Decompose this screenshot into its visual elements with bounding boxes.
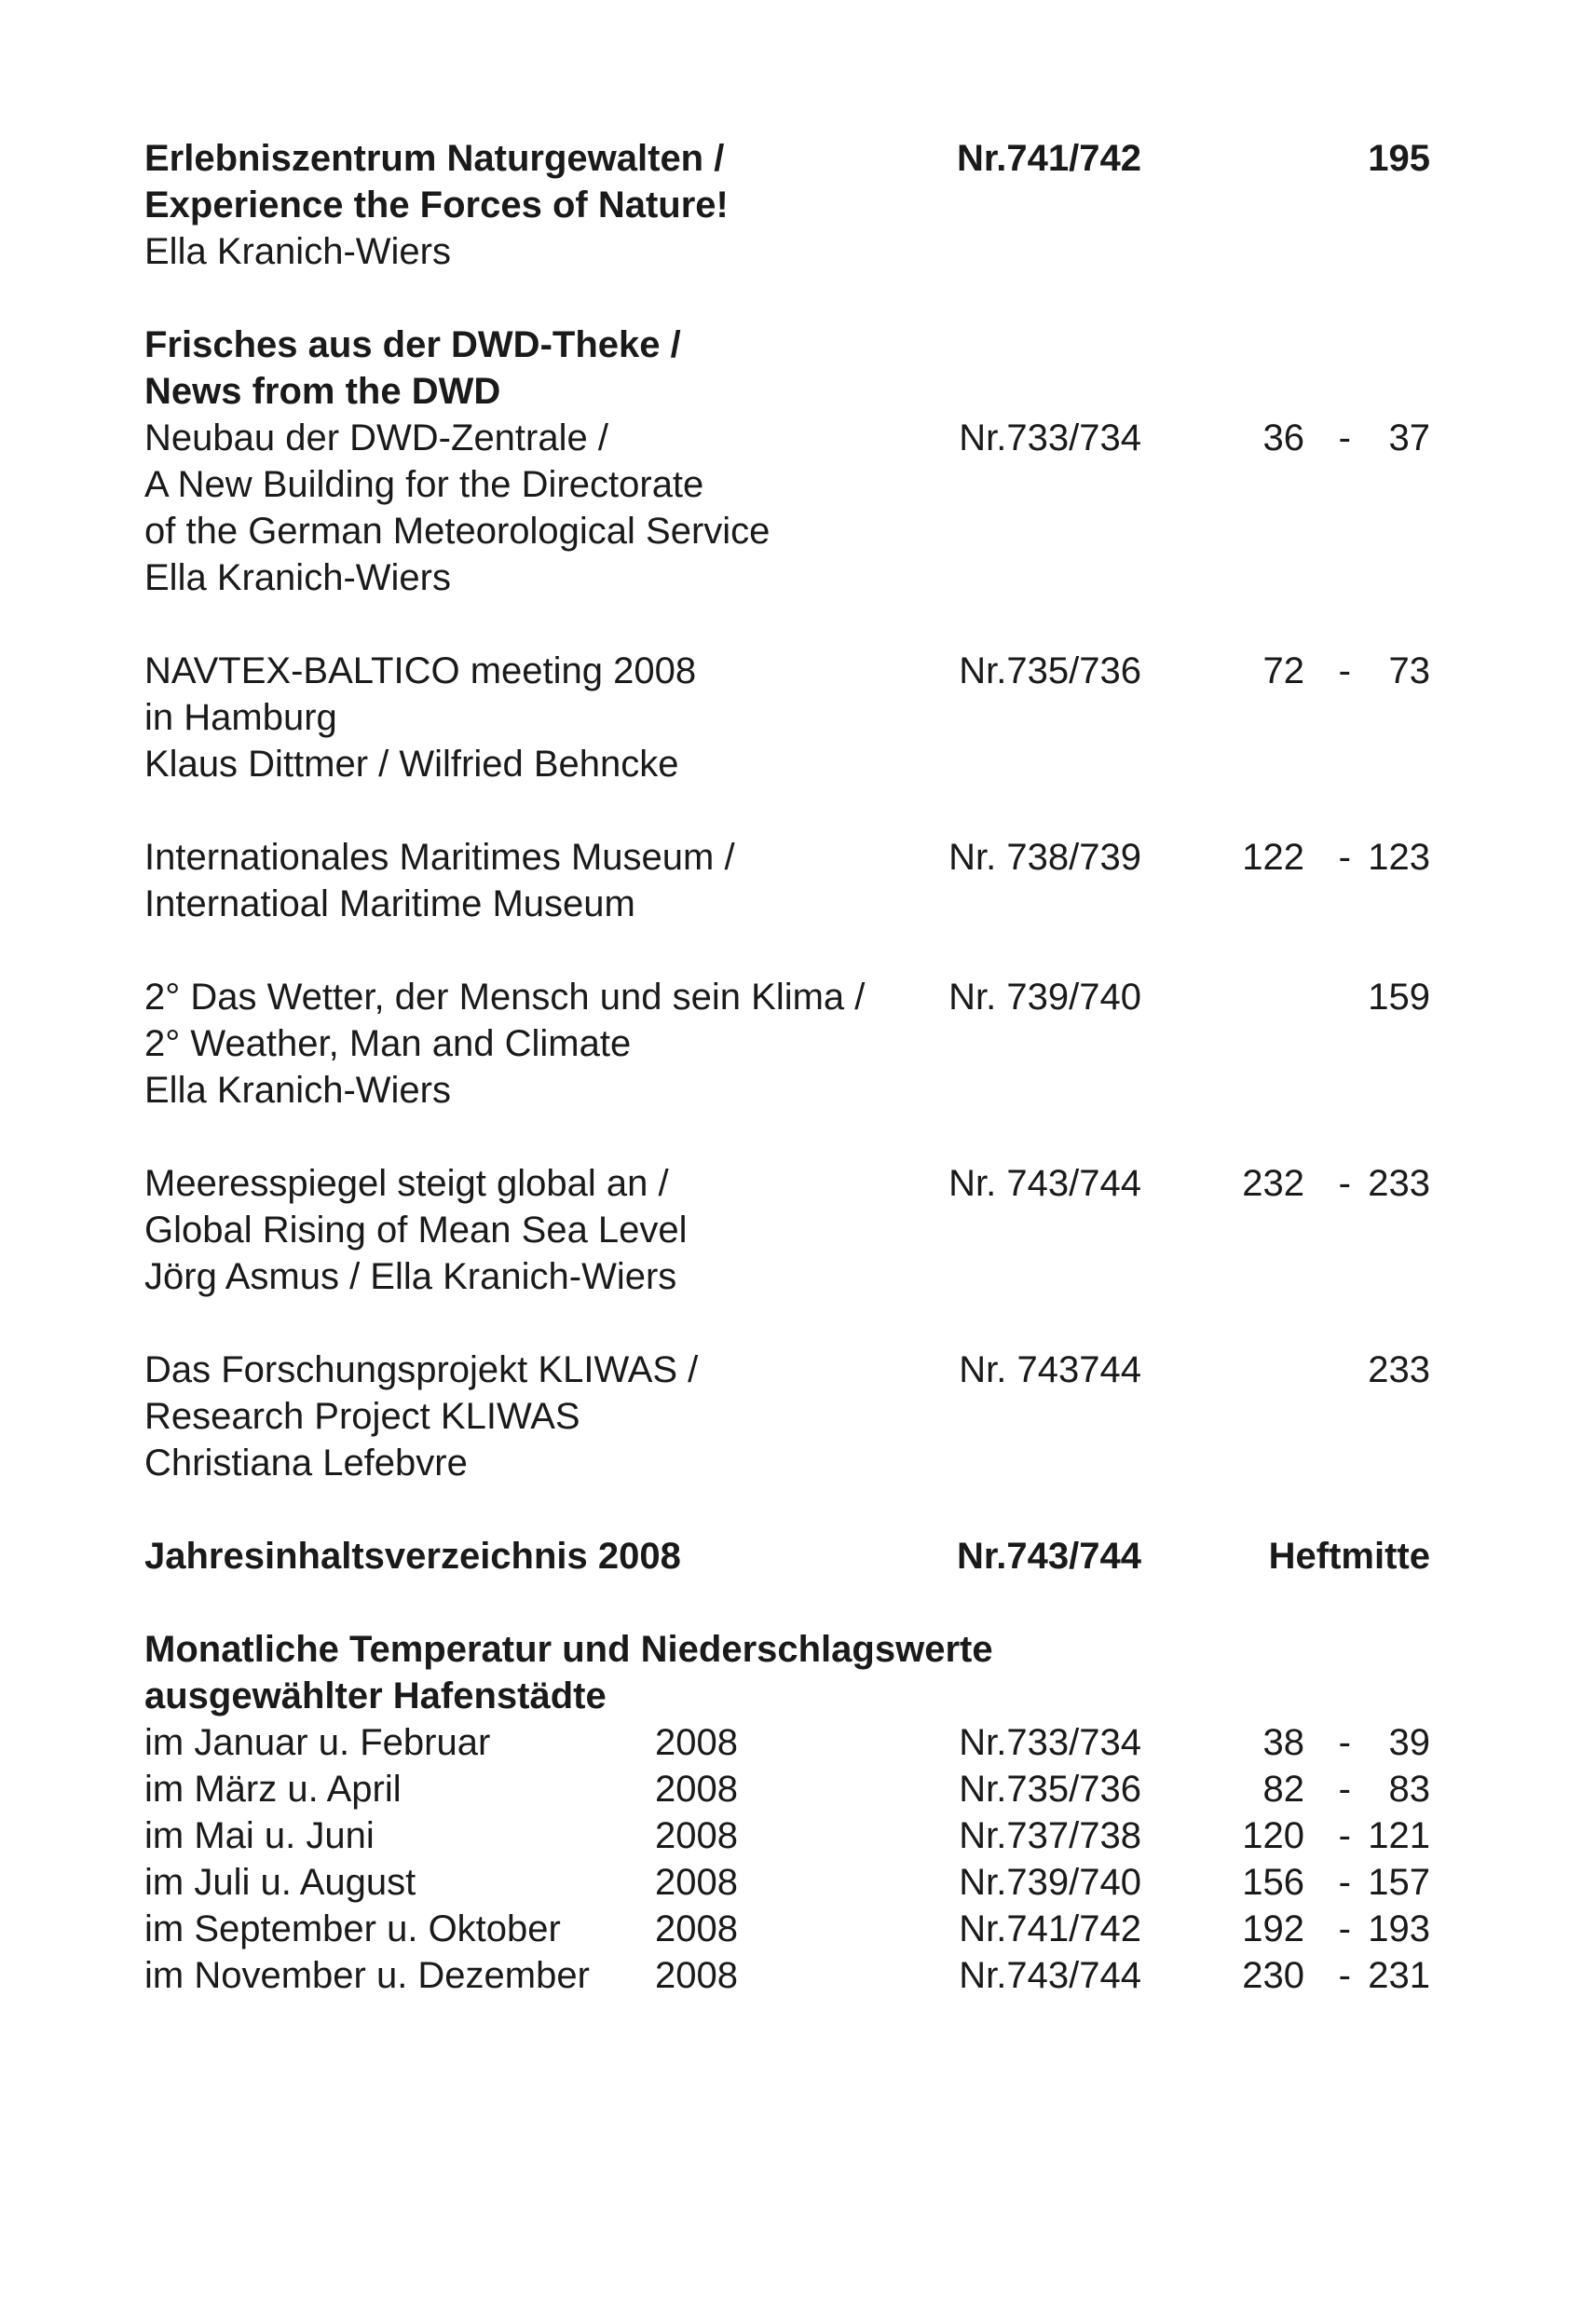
page-range-dash: -	[1338, 650, 1351, 691]
entry-text: Jörg Asmus / Ella Kranich-Wiers	[144, 1256, 677, 1297]
toc-line	[144, 1766, 1430, 1812]
entry-text: im Januar u. Februar	[144, 1722, 491, 1763]
page-from: 230	[1242, 1955, 1304, 1996]
toc-line	[144, 1253, 1430, 1300]
entry-year: 2008	[655, 1722, 738, 1763]
page-number: 233	[1368, 1349, 1430, 1390]
toc-line	[144, 135, 1430, 182]
page-to: 231	[1368, 1955, 1430, 1996]
toc-line	[144, 1906, 1430, 1952]
entry-text: Neubau der DWD-Zentrale /	[144, 417, 608, 458]
page-from: 232	[1242, 1163, 1304, 1204]
page-range-dash: -	[1338, 1955, 1351, 1996]
entry-heading: Erlebniszentrum Naturgewalten /	[144, 138, 725, 179]
page-range-dash: -	[1338, 1862, 1351, 1903]
toc-entry	[144, 648, 1430, 787]
page-range-dash: -	[1338, 1908, 1351, 1949]
page-to: 83	[1388, 1769, 1430, 1810]
entry-year: 2008	[655, 1955, 738, 1996]
page-number: 195	[1368, 138, 1430, 179]
toc-entry	[144, 1533, 1430, 1579]
entry-text: of the German Meteorological Service	[144, 511, 771, 552]
toc-line	[144, 461, 1430, 508]
page-to: 157	[1368, 1862, 1430, 1903]
toc-entry	[144, 135, 1430, 275]
toc-entry	[144, 1626, 1430, 1999]
toc-line	[144, 834, 1430, 881]
entry-text: in Hamburg	[144, 697, 337, 738]
page-number: Heftmitte	[1268, 1536, 1430, 1577]
issue-number: Nr.735/736	[959, 650, 1141, 691]
entry-heading: Experience the Forces of Nature!	[144, 185, 729, 226]
toc-line	[144, 1673, 1430, 1719]
entry-text: im Juli u. August	[144, 1862, 416, 1903]
toc-line	[144, 1812, 1430, 1859]
issue-number: Nr. 743/744	[948, 1163, 1141, 1204]
toc-line	[144, 1020, 1430, 1067]
toc-line	[144, 182, 1430, 228]
page-from: 36	[1262, 417, 1304, 458]
entry-text: Christiana Lefebvre	[144, 1443, 468, 1484]
entry-text: Ella Kranich-Wiers	[144, 231, 451, 272]
entry-text: im März u. April	[144, 1769, 402, 1810]
toc-line	[144, 648, 1430, 694]
entry-text: im Mai u. Juni	[144, 1815, 375, 1856]
page-from: 72	[1262, 650, 1304, 691]
toc-line	[144, 415, 1430, 461]
entry-text: Meeresspiegel steigt global an /	[144, 1163, 669, 1204]
entry-text: NAVTEX-BALTICO meeting 2008	[144, 650, 697, 691]
entry-text: im November u. Dezember	[144, 1955, 590, 1996]
issue-number: Nr.733/734	[959, 1722, 1141, 1763]
page-range-dash: -	[1338, 837, 1351, 878]
toc-line	[144, 1347, 1430, 1393]
entry-text: Global Rising of Mean Sea Level	[144, 1210, 688, 1251]
page-to: 39	[1388, 1722, 1430, 1763]
toc-line	[144, 1626, 1430, 1673]
entry-text: 2° Weather, Man and Climate	[144, 1023, 632, 1064]
issue-number: Nr.741/742	[959, 1908, 1141, 1949]
entry-heading: Monatliche Temperatur und Niederschlagswerte	[144, 1629, 993, 1670]
toc-line	[144, 1859, 1430, 1906]
table-of-contents	[144, 135, 1430, 2045]
issue-number: Nr.743/744	[959, 1955, 1141, 1996]
entry-year: 2008	[655, 1908, 738, 1949]
toc-line	[144, 554, 1430, 601]
issue-number: Nr.743/744	[957, 1536, 1141, 1577]
toc-line	[144, 368, 1430, 415]
page-from: 120	[1242, 1815, 1304, 1856]
page-range-dash: -	[1338, 1722, 1351, 1763]
page-range-dash: -	[1338, 1769, 1351, 1810]
issue-number: Nr. 739/740	[948, 977, 1141, 1018]
entry-text: Ella Kranich-Wiers	[144, 557, 451, 598]
page-from: 82	[1262, 1769, 1304, 1810]
toc-line	[144, 1160, 1430, 1207]
page-to: 121	[1368, 1815, 1430, 1856]
toc-entry	[144, 1347, 1430, 1486]
page-to: 233	[1368, 1163, 1430, 1204]
page-from: 156	[1242, 1862, 1304, 1903]
page-from: 38	[1262, 1722, 1304, 1763]
issue-number: Nr. 743744	[959, 1349, 1141, 1390]
toc-line	[144, 1952, 1430, 1999]
entry-text: Klaus Dittmer / Wilfried Behncke	[144, 744, 679, 785]
issue-number: Nr. 738/739	[948, 837, 1141, 878]
entry-text: 2° Das Wetter, der Mensch und sein Klima /	[144, 977, 866, 1018]
toc-line	[144, 1207, 1430, 1253]
toc-line	[144, 741, 1430, 787]
toc-line	[144, 881, 1430, 927]
toc-line	[144, 1719, 1430, 1766]
entry-text: im September u. Oktober	[144, 1908, 561, 1949]
issue-number: Nr.735/736	[959, 1769, 1141, 1810]
toc-line	[144, 694, 1430, 741]
page-number: 159	[1368, 977, 1430, 1018]
page-to: 37	[1388, 417, 1430, 458]
page-to: 73	[1388, 650, 1430, 691]
issue-number: Nr.741/742	[957, 138, 1141, 179]
entry-heading: Frisches aus der DWD-Theke /	[144, 324, 681, 365]
entry-text: Internationales Maritimes Museum /	[144, 837, 735, 878]
entry-year: 2008	[655, 1862, 738, 1903]
toc-entry	[144, 974, 1430, 1114]
toc-entry	[144, 834, 1430, 927]
toc-line	[144, 1533, 1430, 1579]
toc-entry	[144, 321, 1430, 601]
entry-text: Research Project KLIWAS	[144, 1396, 580, 1437]
toc-line	[144, 228, 1430, 275]
entry-text: Das Forschungsprojekt KLIWAS /	[144, 1349, 699, 1390]
toc-line	[144, 974, 1430, 1020]
page-from: 122	[1242, 837, 1304, 878]
toc-line	[144, 1067, 1430, 1114]
toc-line	[144, 508, 1430, 554]
page-range-dash: -	[1338, 1163, 1351, 1204]
entry-heading: ausgewählter Hafenstädte	[144, 1675, 607, 1716]
page-range-dash: -	[1338, 1815, 1351, 1856]
entry-text: Internatioal Maritime Museum	[144, 883, 635, 924]
page-to: 193	[1368, 1908, 1430, 1949]
page-from: 192	[1242, 1908, 1304, 1949]
entry-heading: News from the DWD	[144, 371, 501, 412]
entry-year: 2008	[655, 1769, 738, 1810]
issue-number: Nr.737/738	[959, 1815, 1141, 1856]
toc-entry	[144, 1160, 1430, 1300]
toc-line	[144, 1440, 1430, 1486]
page-to: 123	[1368, 837, 1430, 878]
issue-number: Nr.733/734	[959, 417, 1141, 458]
issue-number: Nr.739/740	[959, 1862, 1141, 1903]
toc-line	[144, 1393, 1430, 1440]
entry-heading: Jahresinhaltsverzeichnis 2008	[144, 1536, 681, 1577]
entry-text: Ella Kranich-Wiers	[144, 1070, 451, 1111]
page-range-dash: -	[1338, 417, 1351, 458]
entry-text: A New Building for the Directorate	[144, 464, 704, 505]
entry-year: 2008	[655, 1815, 738, 1856]
toc-line	[144, 321, 1430, 368]
